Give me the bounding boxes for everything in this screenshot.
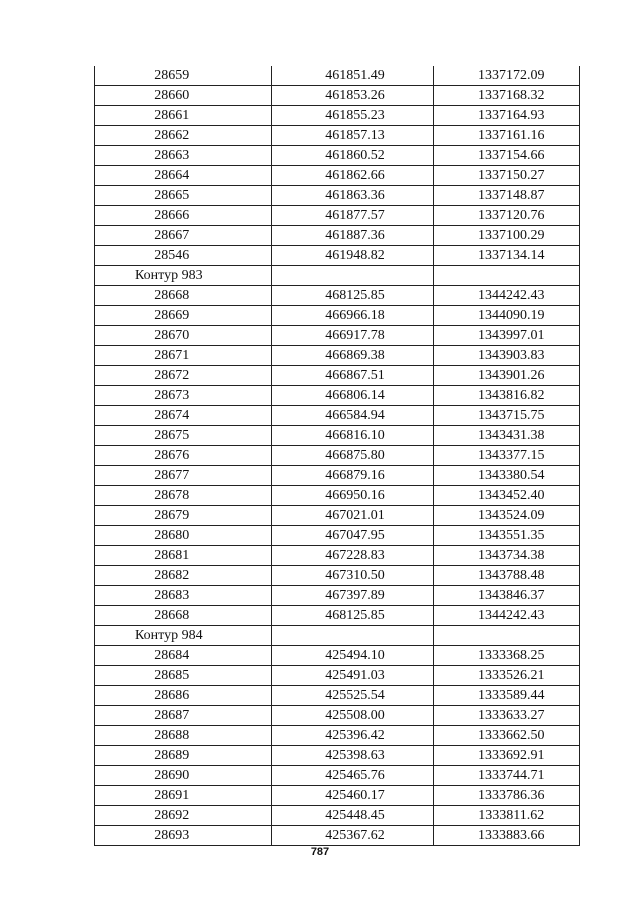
point-number-cell: 28693: [95, 826, 271, 846]
x-coordinate-cell: 466816.10: [271, 426, 433, 446]
point-number-cell: 28665: [95, 186, 271, 206]
y-coordinate-cell: 1344242.43: [433, 286, 579, 306]
table-row: [95, 686, 579, 706]
x-coordinate-cell: 425460.17: [271, 786, 433, 806]
x-coordinate-cell: 466875.80: [271, 446, 433, 466]
table-row: [95, 486, 579, 506]
x-coordinate-cell: 466879.16: [271, 466, 433, 486]
coordinates-table-body: [95, 66, 579, 846]
point-number-cell: 28661: [95, 106, 271, 126]
y-coordinate-cell: 1343452.40: [433, 486, 579, 506]
point-number-cell: 28660: [95, 86, 271, 106]
x-coordinate-cell: 461862.66: [271, 166, 433, 186]
x-coordinate-cell: 466966.18: [271, 306, 433, 326]
contour-header-row: [95, 266, 579, 286]
table-row: [95, 786, 579, 806]
point-number-cell: 28686: [95, 686, 271, 706]
x-coordinate-cell: 425448.45: [271, 806, 433, 826]
point-number-cell: 28678: [95, 486, 271, 506]
x-coordinate-cell: 466867.51: [271, 366, 433, 386]
y-coordinate-cell: 1333692.91: [433, 746, 579, 766]
table-row: [95, 226, 579, 246]
point-number-cell: 28689: [95, 746, 271, 766]
table-row: [95, 826, 579, 846]
point-number-cell: 28663: [95, 146, 271, 166]
y-coordinate-cell: 1337154.66: [433, 146, 579, 166]
point-number-cell: 28669: [95, 306, 271, 326]
point-number-cell: 28667: [95, 226, 271, 246]
table-row: [95, 366, 579, 386]
x-coordinate-cell: 467228.83: [271, 546, 433, 566]
y-coordinate-cell: 1337100.29: [433, 226, 579, 246]
point-number-cell: 28670: [95, 326, 271, 346]
table-row: [95, 646, 579, 666]
y-coordinate-cell: 1337134.14: [433, 246, 579, 266]
table-row: [95, 186, 579, 206]
point-number-cell: 28692: [95, 806, 271, 826]
y-coordinate-cell: 1333662.50: [433, 726, 579, 746]
x-coordinate-cell: 461851.49: [271, 66, 433, 86]
x-coordinate-cell: 466950.16: [271, 486, 433, 506]
point-number-cell: 28675: [95, 426, 271, 446]
y-coordinate-cell: 1333368.25: [433, 646, 579, 666]
x-coordinate-cell: 466869.38: [271, 346, 433, 366]
table-row: [95, 146, 579, 166]
point-number-cell: 28677: [95, 466, 271, 486]
point-number-cell: 28684: [95, 646, 271, 666]
empty-cell: [271, 626, 433, 646]
x-coordinate-cell: 425367.62: [271, 826, 433, 846]
table-row: [95, 426, 579, 446]
point-number-cell: 28690: [95, 766, 271, 786]
y-coordinate-cell: 1343715.75: [433, 406, 579, 426]
x-coordinate-cell: 425494.10: [271, 646, 433, 666]
x-coordinate-cell: 461855.23: [271, 106, 433, 126]
table-row: [95, 666, 579, 686]
point-number-cell: 28664: [95, 166, 271, 186]
empty-cell: [271, 266, 433, 286]
table-row: [95, 206, 579, 226]
y-coordinate-cell: 1344242.43: [433, 606, 579, 626]
x-coordinate-cell: 467021.01: [271, 506, 433, 526]
x-coordinate-cell: 425491.03: [271, 666, 433, 686]
y-coordinate-cell: 1333744.71: [433, 766, 579, 786]
y-coordinate-cell: 1343788.48: [433, 566, 579, 586]
y-coordinate-cell: 1343816.82: [433, 386, 579, 406]
point-number-cell: 28662: [95, 126, 271, 146]
x-coordinate-cell: 467397.89: [271, 586, 433, 606]
table-row: [95, 446, 579, 466]
point-number-cell: 28679: [95, 506, 271, 526]
table-row: [95, 726, 579, 746]
x-coordinate-cell: 468125.85: [271, 606, 433, 626]
point-number-cell: 28688: [95, 726, 271, 746]
y-coordinate-cell: 1343431.38: [433, 426, 579, 446]
x-coordinate-cell: 425508.00: [271, 706, 433, 726]
table-row: [95, 326, 579, 346]
coordinates-table: [94, 66, 580, 846]
x-coordinate-cell: 461887.36: [271, 226, 433, 246]
y-coordinate-cell: 1343524.09: [433, 506, 579, 526]
y-coordinate-cell: 1343997.01: [433, 326, 579, 346]
x-coordinate-cell: 461877.57: [271, 206, 433, 226]
point-number-cell: 28681: [95, 546, 271, 566]
y-coordinate-cell: 1343846.37: [433, 586, 579, 606]
table-row: [95, 606, 579, 626]
x-coordinate-cell: 466917.78: [271, 326, 433, 346]
y-coordinate-cell: 1333589.44: [433, 686, 579, 706]
table-row: [95, 506, 579, 526]
x-coordinate-cell: 466806.14: [271, 386, 433, 406]
table-row: [95, 166, 579, 186]
table-row: [95, 66, 579, 86]
point-number-cell: 28687: [95, 706, 271, 726]
table-row: [95, 526, 579, 546]
point-number-cell: 28672: [95, 366, 271, 386]
point-number-cell: 28668: [95, 286, 271, 306]
point-number-cell: 28668: [95, 606, 271, 626]
x-coordinate-cell: 461863.36: [271, 186, 433, 206]
contour-header-row: [95, 626, 579, 646]
x-coordinate-cell: 425465.76: [271, 766, 433, 786]
table-row: [95, 106, 579, 126]
table-row: [95, 746, 579, 766]
empty-cell: [433, 626, 579, 646]
x-coordinate-cell: 466584.94: [271, 406, 433, 426]
table-row: [95, 586, 579, 606]
point-number-cell: 28674: [95, 406, 271, 426]
x-coordinate-cell: 425398.63: [271, 746, 433, 766]
point-number-cell: 28683: [95, 586, 271, 606]
y-coordinate-cell: 1343734.38: [433, 546, 579, 566]
point-number-cell: 28682: [95, 566, 271, 586]
contour-label: Контур 984: [95, 626, 271, 646]
y-coordinate-cell: 1337168.32: [433, 86, 579, 106]
contour-label: Контур 983: [95, 266, 271, 286]
y-coordinate-cell: 1333883.66: [433, 826, 579, 846]
y-coordinate-cell: 1344090.19: [433, 306, 579, 326]
page-number: 787: [310, 846, 330, 858]
table-row: [95, 806, 579, 826]
y-coordinate-cell: 1343377.15: [433, 446, 579, 466]
table-row: [95, 126, 579, 146]
point-number-cell: 28546: [95, 246, 271, 266]
point-number-cell: 28691: [95, 786, 271, 806]
point-number-cell: 28671: [95, 346, 271, 366]
table-row: [95, 406, 579, 426]
point-number-cell: 28680: [95, 526, 271, 546]
table-row: [95, 566, 579, 586]
x-coordinate-cell: 425396.42: [271, 726, 433, 746]
x-coordinate-cell: 461857.13: [271, 126, 433, 146]
point-number-cell: 28676: [95, 446, 271, 466]
table-row: [95, 286, 579, 306]
x-coordinate-cell: 461948.82: [271, 246, 433, 266]
y-coordinate-cell: 1337161.16: [433, 126, 579, 146]
table-row: [95, 466, 579, 486]
y-coordinate-cell: 1333526.21: [433, 666, 579, 686]
point-number-cell: 28685: [95, 666, 271, 686]
table-row: [95, 246, 579, 266]
table-row: [95, 306, 579, 326]
y-coordinate-cell: 1333633.27: [433, 706, 579, 726]
table-row: [95, 386, 579, 406]
y-coordinate-cell: 1333786.36: [433, 786, 579, 806]
point-number-cell: 28673: [95, 386, 271, 406]
point-number-cell: 28659: [95, 66, 271, 86]
empty-cell: [433, 266, 579, 286]
x-coordinate-cell: 467310.50: [271, 566, 433, 586]
table-row: [95, 546, 579, 566]
y-coordinate-cell: 1343551.35: [433, 526, 579, 546]
table-row: [95, 86, 579, 106]
y-coordinate-cell: 1343903.83: [433, 346, 579, 366]
y-coordinate-cell: 1337120.76: [433, 206, 579, 226]
y-coordinate-cell: 1333811.62: [433, 806, 579, 826]
table-row: [95, 346, 579, 366]
x-coordinate-cell: 468125.85: [271, 286, 433, 306]
x-coordinate-cell: 461853.26: [271, 86, 433, 106]
table-row: [95, 766, 579, 786]
y-coordinate-cell: 1343380.54: [433, 466, 579, 486]
x-coordinate-cell: 425525.54: [271, 686, 433, 706]
y-coordinate-cell: 1337172.09: [433, 66, 579, 86]
y-coordinate-cell: 1337164.93: [433, 106, 579, 126]
y-coordinate-cell: 1337148.87: [433, 186, 579, 206]
x-coordinate-cell: 467047.95: [271, 526, 433, 546]
x-coordinate-cell: 461860.52: [271, 146, 433, 166]
table-row: [95, 706, 579, 726]
point-number-cell: 28666: [95, 206, 271, 226]
y-coordinate-cell: 1343901.26: [433, 366, 579, 386]
y-coordinate-cell: 1337150.27: [433, 166, 579, 186]
